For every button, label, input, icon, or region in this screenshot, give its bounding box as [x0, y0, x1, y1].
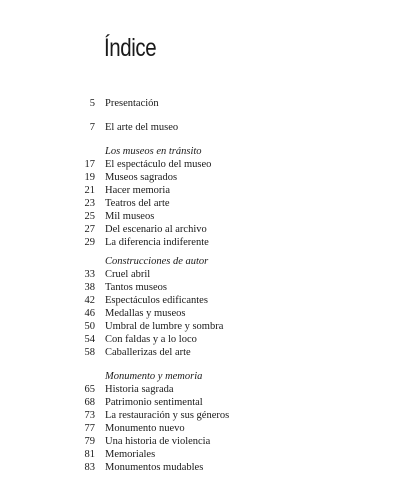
- toc-entry: [0, 409, 400, 422]
- toc-entry-label: Tantos museos: [105, 282, 167, 293]
- table-of-contents: [0, 97, 400, 474]
- toc-entry: [0, 121, 400, 134]
- toc-page-number: 42: [84, 295, 95, 306]
- toc-entry: [0, 97, 400, 110]
- toc-entry-label: Monumento nuevo: [105, 423, 185, 434]
- toc-page-number: 77: [84, 423, 95, 434]
- toc-entry-label: Umbral de lumbre y sombra: [105, 321, 224, 332]
- toc-page-number: 68: [84, 397, 95, 408]
- toc-page-number: 73: [84, 410, 95, 421]
- toc-section-heading: Construcciones de autor: [105, 256, 209, 267]
- toc-entry: [0, 383, 400, 396]
- toc-page-number: 21: [84, 185, 95, 196]
- toc-page-number: 79: [84, 436, 95, 447]
- toc-page-number: 33: [84, 269, 95, 280]
- toc-entry-label: Patrimonio sentimental: [105, 397, 203, 408]
- toc-entry-label: Presentación: [105, 98, 159, 109]
- toc-entry-label: El arte del museo: [105, 122, 179, 133]
- toc-entry: [0, 448, 400, 461]
- toc-entry-label: Museos sagrados: [105, 172, 178, 183]
- toc-entry: [0, 294, 400, 307]
- toc-page-number: 27: [84, 224, 95, 235]
- toc-page-number: 23: [84, 198, 95, 209]
- toc-page-number: 19: [84, 172, 95, 183]
- toc-section-heading: Los museos en tránsito: [105, 146, 202, 157]
- toc-entry: [0, 422, 400, 435]
- toc-entry-label: Historia sagrada: [105, 384, 174, 395]
- toc-entry: [0, 210, 400, 223]
- toc-entry: [0, 396, 400, 409]
- toc-entry-label: Con faldas y a lo loco: [105, 334, 197, 345]
- toc-entry-label: Memoriales: [105, 449, 156, 460]
- toc-entry: [0, 171, 400, 184]
- toc-entry: [0, 333, 400, 346]
- toc-page-number: 46: [84, 308, 95, 319]
- toc-page-number: 29: [84, 237, 95, 248]
- toc-page-number: 17: [84, 159, 95, 170]
- toc-page-number: 5: [89, 98, 95, 109]
- toc-page-number: 81: [84, 449, 95, 460]
- toc-page-number: 7: [89, 122, 95, 133]
- toc-entry-label: Medallas y museos: [105, 308, 186, 319]
- toc-page-number: 65: [84, 384, 95, 395]
- toc-entry: [0, 281, 400, 294]
- toc-page-number: 54: [84, 334, 95, 345]
- toc-entry: [0, 461, 400, 474]
- toc-entry-label: Espectáculos edificantes: [105, 295, 208, 306]
- toc-entry: [0, 307, 400, 320]
- toc-entry-label: La restauración y sus géneros: [105, 410, 230, 421]
- toc-entry-label: Caballerizas del arte: [105, 347, 191, 358]
- toc-entry: [0, 236, 400, 249]
- toc-page-number: 83: [84, 462, 95, 473]
- toc-entry-label: Una historia de violencia: [105, 436, 211, 447]
- toc-entry: [0, 346, 400, 359]
- toc-entry-label: Monumentos mudables: [105, 462, 204, 473]
- toc-entry: [0, 184, 400, 197]
- toc-section-heading: Monumento y memoria: [105, 371, 203, 382]
- toc-entry: [0, 223, 400, 236]
- toc-entry: [0, 158, 400, 171]
- toc-page-number: 58: [84, 347, 95, 358]
- toc-page-number: 38: [84, 282, 95, 293]
- toc-entry-label: Hacer memoria: [105, 185, 171, 196]
- toc-entry-label: Cruel abril: [105, 269, 151, 280]
- toc-entry-label: El espectáculo del museo: [105, 159, 212, 170]
- toc-entry: [0, 435, 400, 448]
- toc-entry: [0, 268, 400, 281]
- toc-entry-label: La diferencia indiferente: [105, 237, 209, 248]
- toc-entry-label: Mil museos: [105, 211, 155, 222]
- toc-entry: [0, 197, 400, 210]
- toc-entry-label: Teatros del arte: [105, 198, 170, 209]
- toc-page-number: 50: [84, 321, 95, 332]
- toc-entry-label: Del escenario al archivo: [105, 224, 207, 235]
- page-title: Índice: [104, 34, 157, 62]
- toc-entry: [0, 320, 400, 333]
- toc-page-number: 25: [84, 211, 95, 222]
